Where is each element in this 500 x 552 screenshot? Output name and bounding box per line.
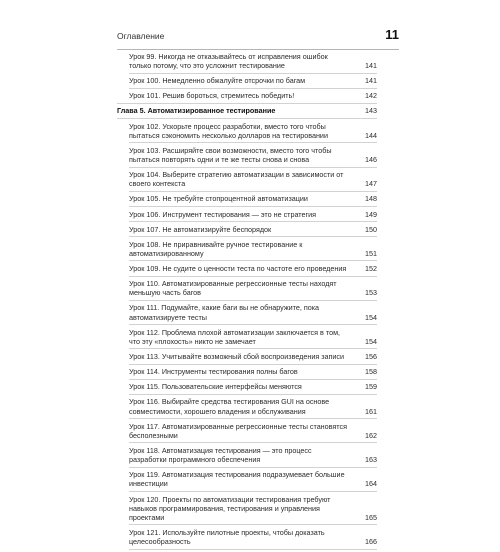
toc-entry-page: 148 <box>365 194 377 204</box>
toc-entry <box>117 352 377 361</box>
toc-entry <box>117 170 377 188</box>
toc-entry-page: 141 <box>365 61 377 71</box>
entry-divider <box>129 167 377 168</box>
toc-entry-title: Урок 106. Инструмент тестирования — это не стратегия <box>129 209 317 219</box>
toc-chapter-entry <box>117 106 377 115</box>
toc-entry <box>117 382 377 391</box>
toc-entry <box>117 422 377 440</box>
entry-divider <box>129 221 377 222</box>
toc-entry <box>117 146 377 164</box>
table-of-contents <box>117 52 377 552</box>
toc-entry-page: 149 <box>365 209 377 219</box>
entry-divider <box>129 324 377 325</box>
toc-entry-page: 147 <box>365 179 377 189</box>
toc-entry <box>117 303 377 321</box>
toc-entry-title: Урок 116. Выбирайте средства тестирования GUI на основе совместимости, хорошего владения и обслуживания <box>129 397 330 416</box>
toc-entry-title: Урок 103. Расширяйте свои возможности, вместо того чтобы пытаться повторять одни и те же тесты снова и снова <box>129 145 332 165</box>
entry-divider <box>129 379 377 380</box>
toc-entry-page: 150 <box>365 224 377 234</box>
toc-entry-title: Урок 100. Немедленно обжалуйте отсрочки по багам <box>129 76 306 86</box>
entry-divider <box>129 260 377 261</box>
entry-divider <box>117 103 377 104</box>
entry-divider <box>129 442 377 443</box>
toc-entry <box>117 240 377 258</box>
toc-entry-page: 161 <box>365 406 377 416</box>
toc-entry-page: 152 <box>365 264 377 274</box>
toc-entry <box>117 264 377 273</box>
page-header <box>117 28 399 46</box>
entry-divider <box>129 394 377 395</box>
entry-divider <box>129 73 377 74</box>
toc-entry-title: Урок 102. Ускорьте процесс разработки, вместо того чтобы пытаться сэкономить несколько долларов на тестировании <box>129 121 328 140</box>
entry-divider <box>129 418 377 419</box>
toc-entry <box>117 495 377 523</box>
toc-entry-page: 154 <box>365 312 377 322</box>
toc-entry-title: Урок 104. Выберите стратегию автоматизации в зависимости от своего контекста <box>129 170 344 189</box>
toc-entry-title: Урок 114. Инструменты тестирования полны багов <box>129 367 298 377</box>
entry-divider <box>129 491 377 492</box>
entry-divider <box>129 88 377 89</box>
toc-entry <box>117 528 377 546</box>
entry-divider <box>129 236 377 237</box>
toc-entry-page: 164 <box>365 479 377 489</box>
entry-divider <box>129 364 377 365</box>
toc-entry-title: Урок 113. Учитывайте возможный сбой воспроизведения записи <box>129 352 345 362</box>
toc-entry-title: Урок 112. Проблема плохой автоматизации заключается в том, что эту «плохость» никто не замечает <box>129 327 341 346</box>
toc-entry-page: 159 <box>365 382 377 392</box>
toc-entry-title: Урок 115. Пользовательские интерфейсы меняются <box>129 382 302 392</box>
toc-entry-page: 143 <box>365 106 377 116</box>
entry-divider <box>129 276 377 277</box>
toc-entry-page: 165 <box>365 512 377 522</box>
toc-chapter-title: Глава 5. Автоматизированное тестирование <box>117 106 276 116</box>
toc-entry-page: 154 <box>365 336 377 346</box>
entry-divider <box>117 118 377 119</box>
toc-entry <box>117 194 377 203</box>
toc-entry-page: 142 <box>365 91 377 101</box>
toc-entry <box>117 52 377 70</box>
entry-divider <box>129 348 377 349</box>
toc-entry-page: 146 <box>365 155 377 165</box>
entry-divider <box>129 300 377 301</box>
toc-entry-title: Урок 105. Не требуйте стопроцентной автоматизации <box>129 194 308 204</box>
toc-entry <box>117 122 377 140</box>
toc-entry-page: 158 <box>365 367 377 377</box>
toc-entry <box>117 446 377 464</box>
toc-entry-page: 166 <box>365 537 377 547</box>
toc-entry-title: Урок 120. Проекты по автоматизации тестирования требуют навыков программирования, тестирования и управления проектами <box>129 494 331 522</box>
toc-entry <box>117 470 377 488</box>
toc-entry-title: Урок 99. Никогда не отказывайтесь от исправления ошибок только потому, что это усложнит тестирование <box>129 52 328 71</box>
entry-divider <box>129 191 377 192</box>
toc-entry-page: 151 <box>365 248 377 258</box>
toc-entry-title: Урок 118. Автоматизация тестирования — это процесс разработки программного обеспечения <box>129 445 312 465</box>
toc-entry-title: Урок 110. Автоматизированные регрессионные тесты находят меньшую часть багов <box>129 279 337 298</box>
entry-divider <box>129 549 377 550</box>
toc-entry <box>117 210 377 219</box>
toc-entry-page: 144 <box>365 130 377 140</box>
toc-entry-title: Урок 108. Не приравнивайте ручное тестирование к автоматизированному <box>129 239 303 258</box>
toc-entry <box>117 367 377 376</box>
toc-entry-title: Урок 121. Используйте пилотные проекты, чтобы доказать целесообразность <box>129 528 325 547</box>
entry-divider <box>129 524 377 525</box>
toc-entry <box>117 397 377 415</box>
entry-divider <box>129 467 377 468</box>
toc-entry-title: Урок 117. Автоматизированные регрессионные тесты становятся бесполезными <box>129 421 347 440</box>
entry-divider <box>129 206 377 207</box>
toc-entry-title: Урок 101. Решив бороться, стремитесь победить! <box>129 91 295 101</box>
entry-divider <box>129 142 377 143</box>
toc-entry-page: 156 <box>365 352 377 362</box>
toc-entry-page: 141 <box>365 76 377 86</box>
running-header-title: Оглавление <box>117 31 165 41</box>
toc-entry <box>117 91 377 100</box>
toc-entry <box>117 279 377 297</box>
header-divider <box>117 49 399 50</box>
toc-entry <box>117 76 377 85</box>
toc-entry-page: 162 <box>365 430 377 440</box>
toc-entry <box>117 328 377 346</box>
toc-entry-page: 163 <box>365 455 377 465</box>
toc-entry-title: Урок 119. Автоматизация тестирования подразумевает большие инвестиции <box>129 470 345 489</box>
toc-entry-title: Урок 109. Не судите о ценности теста по частоте его проведения <box>129 264 347 274</box>
toc-entry-title: Урок 107. Не автоматизируйте беспорядок <box>129 224 272 234</box>
toc-entry <box>117 225 377 234</box>
page-number: 11 <box>385 27 399 42</box>
toc-entry-page: 153 <box>365 288 377 298</box>
toc-entry-title: Урок 111. Подумайте, какие баги вы не обнаружите, пока автоматизируете тесты <box>129 303 320 322</box>
